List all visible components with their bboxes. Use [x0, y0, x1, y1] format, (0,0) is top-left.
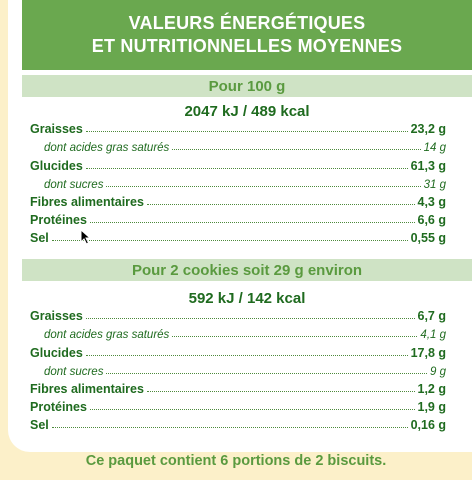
nutrient-value: 61,3 g [410, 158, 446, 173]
section-1-energy: 2047 kJ / 489 kcal [184, 103, 310, 120]
nutrient-row-fat [30, 118, 446, 136]
nutrient-row-saturated-fat [30, 323, 446, 341]
nutrient-value: 6,6 g [417, 213, 446, 228]
nutrient-label: Sel [30, 418, 49, 433]
nutrient-value: 23,2 g [410, 122, 446, 137]
nutrient-row-carbohydrates [30, 154, 446, 172]
nutrient-label: dont acides gras saturés [44, 329, 170, 342]
nutrient-label: dont acides gras saturés [44, 142, 170, 155]
nutrient-row-carbohydrates [30, 341, 446, 359]
dot-leader [86, 355, 408, 356]
dot-leader [172, 336, 417, 337]
nutrient-label: Glucides [30, 158, 83, 173]
nutrient-label: Glucides [30, 345, 83, 360]
nutrient-label: Sel [30, 231, 49, 246]
nutrient-value: 9 g [430, 365, 446, 378]
dot-leader [147, 204, 415, 205]
nutrient-value: 1,9 g [417, 400, 446, 415]
nutrient-label: Graisses [30, 122, 83, 137]
dot-leader [172, 149, 420, 150]
nutrient-label: dont sucres [44, 365, 104, 378]
nutrient-label: Protéines [30, 213, 87, 228]
dot-leader [90, 409, 415, 410]
dot-leader [86, 168, 408, 169]
section-2-title: Pour 2 cookies soit 29 g environ [22, 259, 472, 281]
nutrition-header [22, 0, 472, 70]
nutrient-row-sugars [30, 173, 446, 191]
nutrient-row-fat [30, 305, 446, 323]
nutrient-value: 0,55 g [410, 231, 446, 246]
nutrient-row-fibre [30, 378, 446, 396]
nutrient-value: 6,7 g [417, 309, 446, 324]
dot-leader [86, 131, 408, 132]
nutrient-label: Fibres alimentaires [30, 194, 144, 209]
dot-leader [86, 318, 415, 319]
nutrient-row-sugars [30, 360, 446, 378]
section-1-title: Pour 100 g [22, 75, 472, 97]
dot-leader [52, 240, 408, 241]
nutrient-row-salt [30, 414, 446, 432]
dot-leader [90, 222, 415, 223]
nutrient-row-saturated-fat [30, 136, 446, 154]
nutrient-row-protein [30, 396, 446, 414]
nutrient-value: 4,1 g [420, 329, 446, 342]
nutrient-value: 17,8 g [410, 345, 446, 360]
mouse-pointer-icon [80, 229, 91, 250]
nutrient-label: Graisses [30, 309, 83, 324]
section-2-rows [30, 305, 446, 432]
nutrient-row-fibre [30, 191, 446, 209]
nutrient-label: Fibres alimentaires [30, 381, 144, 396]
nutrient-label: dont sucres [44, 178, 104, 191]
nutrient-value: 14 g [423, 142, 446, 155]
dot-leader [52, 427, 408, 428]
portion-footer: Ce paquet contient 6 portions de 2 biscuits. [85, 453, 387, 469]
header-line-2: ET NUTRITIONNELLES MOYENNES [91, 36, 403, 56]
header-line-1: VALEURS ÉNERGÉTIQUES [128, 13, 366, 33]
section-1-rows [30, 118, 446, 245]
nutrient-value: 0,16 g [410, 418, 446, 433]
nutrient-value: 4,3 g [417, 194, 446, 209]
dot-leader [147, 391, 415, 392]
dot-leader [106, 186, 420, 187]
nutrient-value: 1,2 g [417, 381, 446, 396]
nutrient-row-salt [30, 227, 446, 245]
nutrient-value: 31 g [423, 178, 446, 191]
nutrient-label: Protéines [30, 400, 87, 415]
dot-leader [106, 373, 427, 374]
section-2-energy: 592 kJ / 142 kcal [188, 290, 306, 307]
nutrient-row-protein [30, 209, 446, 227]
